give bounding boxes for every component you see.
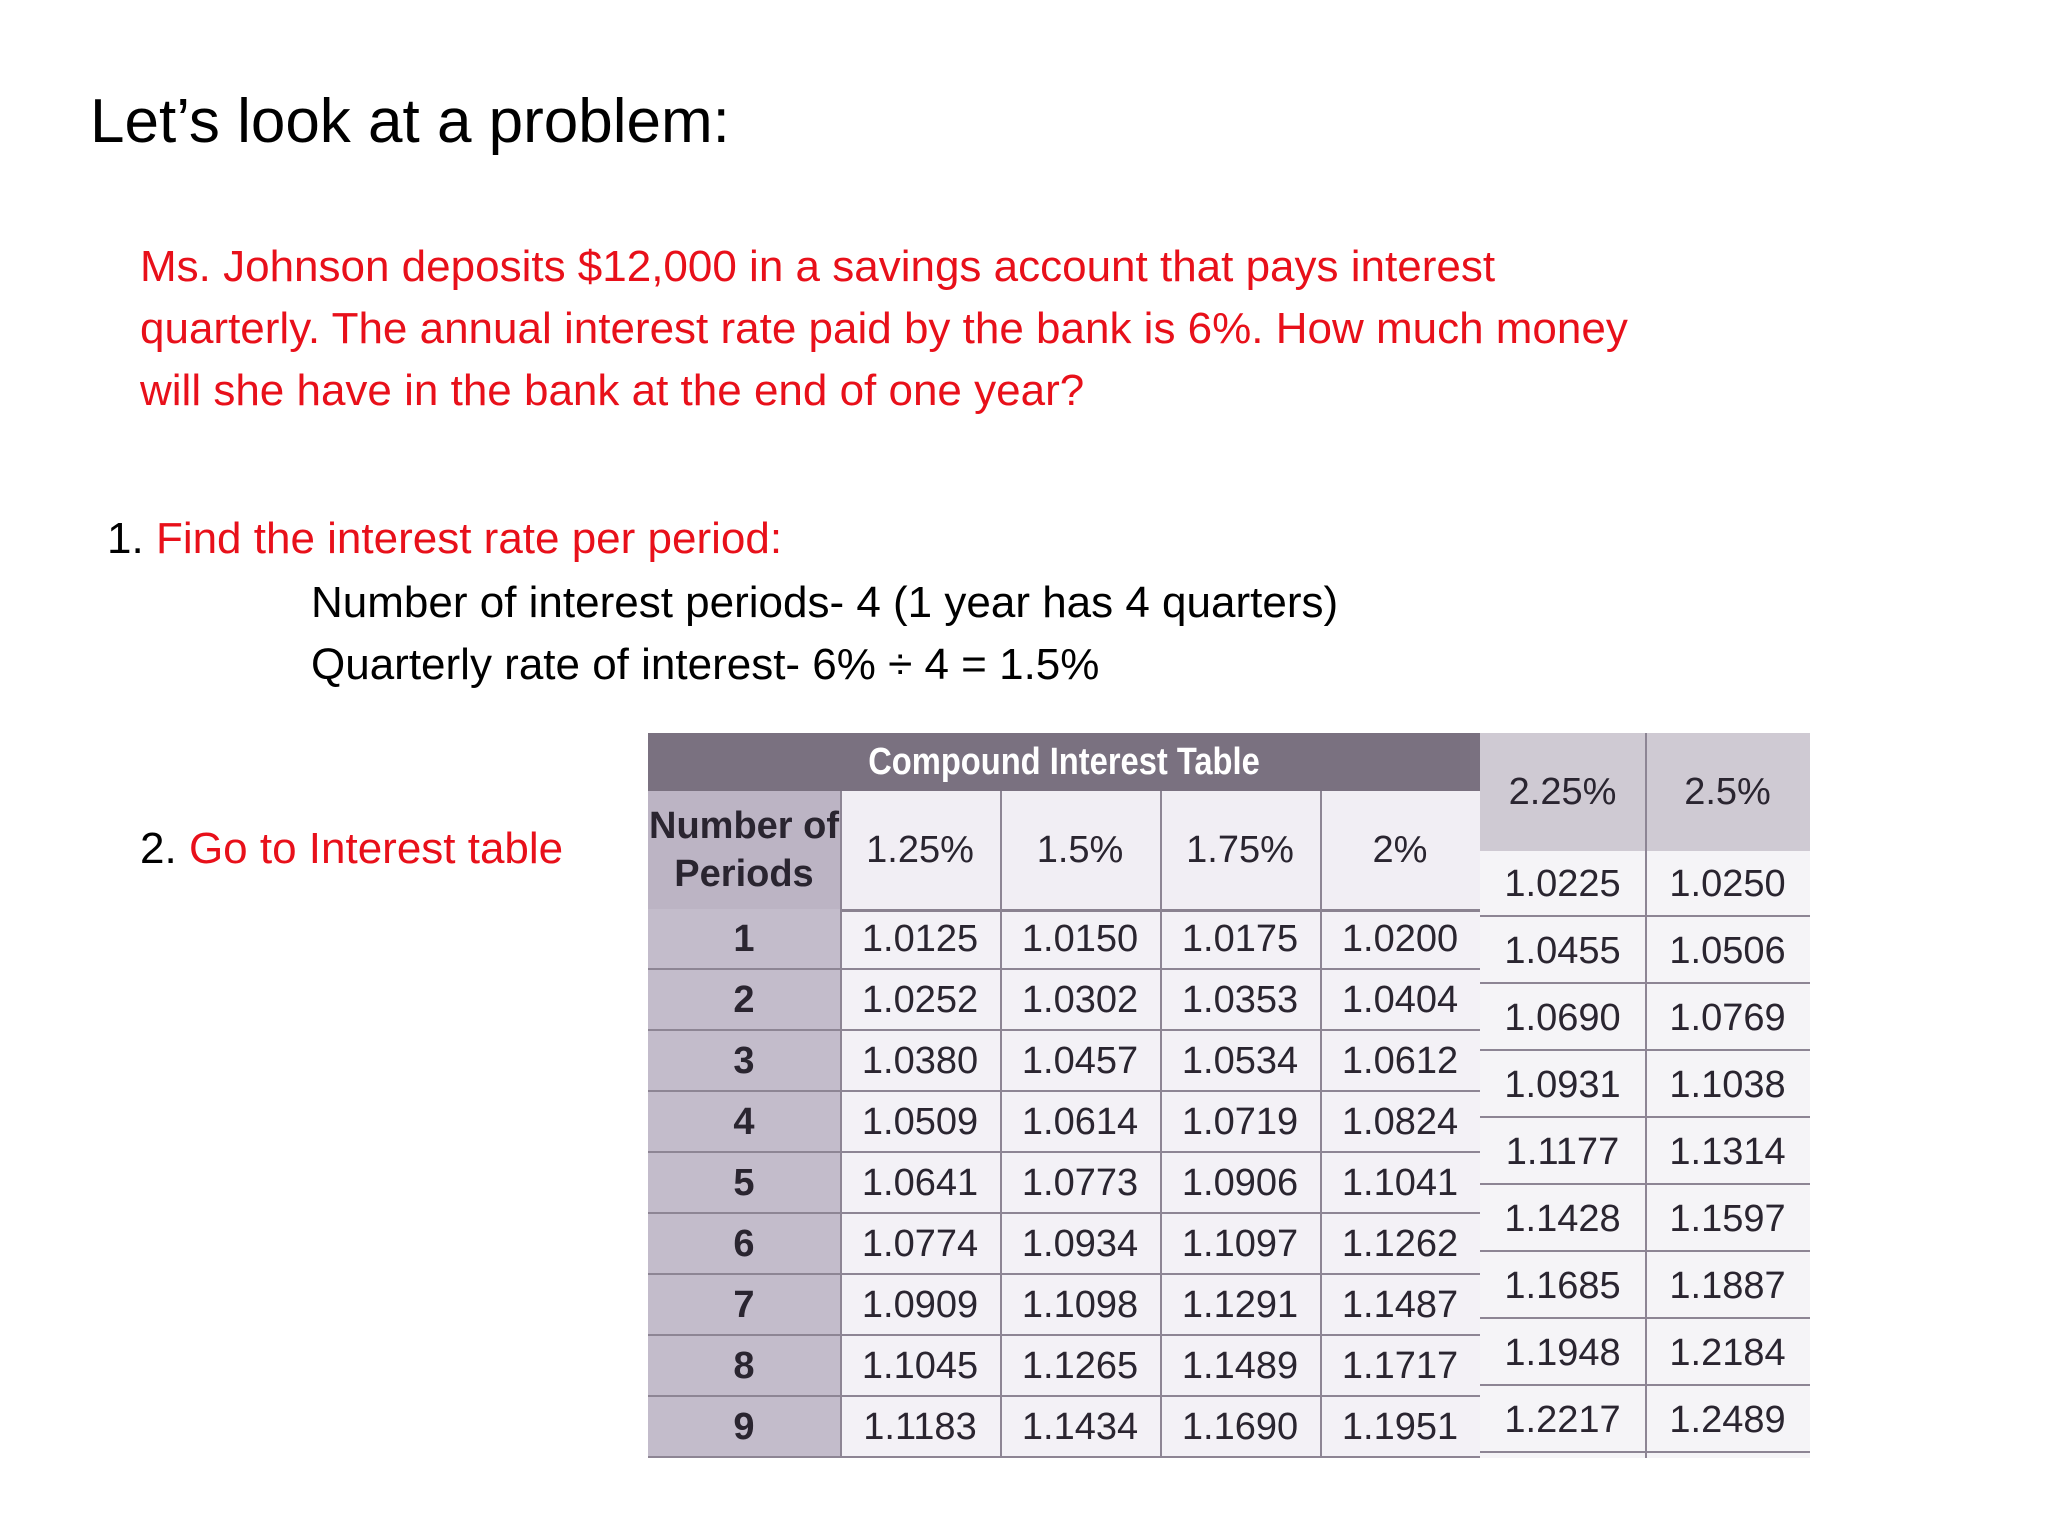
step-1-details bbox=[311, 572, 1338, 696]
period-number: 9 bbox=[648, 1397, 840, 1458]
table-cell: 1.1098 bbox=[1000, 1275, 1160, 1336]
table-cell: 1.0931 bbox=[1480, 1052, 1645, 1118]
period-number: 7 bbox=[648, 1275, 840, 1336]
step-1-detail-line: Number of interest periods- 4 (1 year has 4 quarters) bbox=[311, 578, 1339, 627]
table-cell: 1.0719 bbox=[1160, 1092, 1320, 1153]
period-number: 3 bbox=[648, 1031, 840, 1092]
table-cell: 1.0906 bbox=[1160, 1153, 1320, 1214]
table-cell: 1.0250 bbox=[1645, 851, 1810, 917]
table-cell: 1.0612 bbox=[1320, 1031, 1480, 1092]
table-cell: 1.1265 bbox=[1000, 1336, 1160, 1397]
period-header-line: Periods bbox=[674, 853, 814, 895]
table-cell: 1.0125 bbox=[840, 909, 1000, 970]
table-cell: 1.0302 bbox=[1000, 970, 1160, 1031]
table-cell: 1.1097 bbox=[1160, 1214, 1320, 1275]
table-cell: 1.0534 bbox=[1160, 1031, 1320, 1092]
period-header bbox=[648, 791, 840, 909]
table-cell: 1.0614 bbox=[1000, 1092, 1160, 1153]
table-cell: 1.1045 bbox=[840, 1336, 1000, 1397]
table-cell: 1.0506 bbox=[1645, 918, 1810, 984]
table-cell: 1.1685 bbox=[1480, 1253, 1645, 1319]
table-cell: 1.0353 bbox=[1160, 970, 1320, 1031]
period-number: 8 bbox=[648, 1336, 840, 1397]
table-cell: 1.0824 bbox=[1320, 1092, 1480, 1153]
table-cell: 1.0200 bbox=[1320, 909, 1480, 970]
table-cell: 1.0150 bbox=[1000, 909, 1160, 970]
table-cell: 1.1262 bbox=[1320, 1214, 1480, 1275]
rate-header: 2% bbox=[1372, 829, 1428, 871]
table-cell: 1.1291 bbox=[1160, 1275, 1320, 1336]
period-number: 1 bbox=[648, 909, 840, 970]
period-number: 5 bbox=[648, 1153, 840, 1214]
problem-line: Ms. Johnson deposits $12,000 in a savings account that pays interest bbox=[140, 242, 1496, 291]
table-cell: 1.0690 bbox=[1480, 985, 1645, 1051]
compound-interest-table bbox=[648, 733, 1810, 1458]
period-number: 2 bbox=[648, 970, 840, 1031]
table-cell: 1.1717 bbox=[1320, 1336, 1480, 1397]
table-cell: 1.2489 bbox=[1645, 1387, 1810, 1453]
table-extension-section bbox=[1480, 733, 1810, 1458]
table-cell: 1.1041 bbox=[1320, 1153, 1480, 1214]
rate-header: 2.25% bbox=[1480, 733, 1645, 851]
step-1 bbox=[107, 508, 782, 570]
rate-header: 1.75% bbox=[1186, 829, 1294, 871]
slide-title: Let’s look at a problem: bbox=[90, 87, 730, 156]
table-cell: 1.0769 bbox=[1645, 985, 1810, 1051]
table-cell: 1.0934 bbox=[1000, 1214, 1160, 1275]
table-cell: 1.1951 bbox=[1320, 1397, 1480, 1458]
table-cell: 1.0455 bbox=[1480, 918, 1645, 984]
step-2-number: 2. bbox=[140, 824, 177, 873]
step-1-detail-line: Quarterly rate of interest- 6% ÷ 4 = 1.5% bbox=[311, 640, 1100, 689]
column-divider bbox=[840, 791, 842, 1458]
problem-line: will she have in the bank at the end of one year? bbox=[140, 366, 1085, 415]
table-cell: 1.1597 bbox=[1645, 1186, 1810, 1252]
problem-line: quarterly. The annual interest rate paid by the bank is 6%. How much money bbox=[140, 304, 1628, 353]
table-cell: 1.1038 bbox=[1645, 1052, 1810, 1118]
table-cell: 1.0380 bbox=[840, 1031, 1000, 1092]
table-cell: 1.0909 bbox=[840, 1275, 1000, 1336]
table-cell: 1.1434 bbox=[1000, 1397, 1160, 1458]
table-cell: 1.0509 bbox=[840, 1092, 1000, 1153]
table-title: Compound Interest Table bbox=[706, 733, 1422, 791]
table-cell: 1.2184 bbox=[1645, 1320, 1810, 1386]
column-divider bbox=[1320, 791, 1322, 1458]
table-cell: 1.0175 bbox=[1160, 909, 1320, 970]
period-number: 4 bbox=[648, 1092, 840, 1153]
step-1-label: Find the interest rate per period: bbox=[155, 514, 783, 563]
column-divider bbox=[1160, 791, 1162, 1458]
table-cell: 1.1489 bbox=[1160, 1336, 1320, 1397]
table-cell: 1.0457 bbox=[1000, 1031, 1160, 1092]
step-2 bbox=[140, 818, 563, 880]
column-divider bbox=[1000, 791, 1002, 1458]
step-1-number: 1. bbox=[107, 514, 144, 563]
table-cell: 1.2217 bbox=[1480, 1387, 1645, 1453]
table-cell: 1.1177 bbox=[1480, 1119, 1645, 1185]
rate-header: 1.25% bbox=[866, 829, 974, 871]
table-cell: 1.1948 bbox=[1480, 1320, 1645, 1386]
table-cell: 1.0773 bbox=[1000, 1153, 1160, 1214]
table-cell: 1.1487 bbox=[1320, 1275, 1480, 1336]
table-cell: 1.1183 bbox=[840, 1397, 1000, 1458]
table-cell: 1.1314 bbox=[1645, 1119, 1810, 1185]
table-cell: 1.0404 bbox=[1320, 970, 1480, 1031]
table-cell: 1.0641 bbox=[840, 1153, 1000, 1214]
table-cell: 1.0252 bbox=[840, 970, 1000, 1031]
table-cell: 1.0774 bbox=[840, 1214, 1000, 1275]
column-divider bbox=[1645, 733, 1647, 1458]
table-main-section bbox=[648, 733, 1480, 1458]
table-cell: 1.0225 bbox=[1480, 851, 1645, 917]
table-cell: 1.1428 bbox=[1480, 1186, 1645, 1252]
rate-header: 2.5% bbox=[1645, 733, 1810, 851]
problem-statement bbox=[140, 236, 1840, 422]
rate-header: 1.5% bbox=[1036, 829, 1124, 871]
step-2-label: Go to Interest table bbox=[188, 824, 564, 873]
table-cell: 1.1887 bbox=[1645, 1253, 1810, 1319]
period-header-line: Number of bbox=[649, 805, 839, 847]
table-cell: 1.1690 bbox=[1160, 1397, 1320, 1458]
period-number: 6 bbox=[648, 1214, 840, 1275]
